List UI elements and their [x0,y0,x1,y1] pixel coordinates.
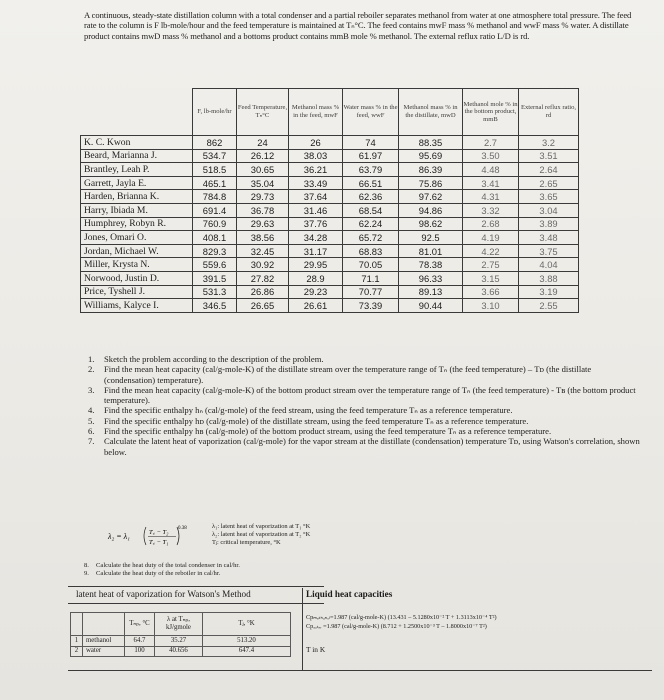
divider-vertical [302,588,303,670]
question-text: Calculate the heat duty of the reboiler in cal/hr. [96,569,221,577]
table-row [81,299,579,313]
question-text: Find the mean heat capacity (cal/g-mole-K) of the bottom product stream over the temperature range of Tₙ (the feed temperature) - Tʙ (the bottom product temperature). [104,384,636,406]
value-cell-mwf: 31.46 [289,203,343,217]
value-cell-rd: 2.64 [519,163,579,177]
table-row [81,285,579,299]
value-cell-f: 531.3 [193,285,237,299]
question-item [88,385,644,406]
watson-cell-idx: 2 [71,646,83,657]
value-cell-mwd: 96.33 [399,271,463,285]
value-cell-rd: 3.75 [519,244,579,258]
column-header: External reflux ratio, rd [519,89,579,136]
value-cell-mmb: 4.48 [463,163,519,177]
column-header: Methanol mole % in the bottom product, mmB [463,89,519,136]
question-number: 3. [88,384,95,395]
value-cell-t: 24 [237,136,289,150]
watson-cell-lam: 40.656 [155,646,203,657]
value-cell-rd: 3.19 [519,285,579,299]
table-row [81,176,579,190]
student-name-cell: Miller, Krysta N. [81,258,193,272]
value-cell-mwf: 34.28 [289,231,343,245]
student-name-cell: Beard, Marianna J. [81,149,193,163]
value-cell-mwf: 37.76 [289,217,343,231]
value-cell-mwf: 38.03 [289,149,343,163]
student-data-table [80,88,579,313]
question-list [88,354,644,457]
question-text: Sketch the problem according to the description of the problem. [104,354,324,364]
watson-formula [106,523,226,549]
table-header-row [81,89,579,136]
value-cell-mwf: 28.9 [289,271,343,285]
value-cell-mwd: 90.44 [399,299,463,313]
value-cell-wwf: 62.24 [343,217,399,231]
table-row [81,258,579,272]
question-item [88,416,644,426]
value-cell-mwd: 92.5 [399,231,463,245]
watson-cell-tc: 513.20 [203,636,291,647]
value-cell-rd: 3.89 [519,217,579,231]
svg-text:T꜀ − T₁: T꜀ − T₁ [149,539,169,546]
value-cell-mwd: 97.62 [399,190,463,204]
value-cell-f: 862 [193,136,237,150]
value-cell-t: 26.12 [237,149,289,163]
question-text: Find the specific enthalpy hʙ (cal/g-mole) of the bottom product stream, using the feed temperature Tₙ as a reference temperature. [104,426,552,437]
column-header: Feed Temperature, Tₙ°C [237,89,289,136]
column-header: F, lb-mole/hr [193,89,237,136]
watson-table-header [71,613,291,636]
value-cell-rd: 3.51 [519,149,579,163]
question-text: Find the specific enthalpy hₙ (cal/g-mole) of the feed stream, using the feed temperature Tₙ as a reference temperature. [104,405,513,416]
question-text: Calculate the latent heat of vaporization (cal/g-mole) for the vapor stream at the distillate (condensation) temperature Tᴅ, using Watson's correlation, shown below. [104,436,640,457]
value-cell-mwd: 86.39 [399,163,463,177]
value-cell-mwd: 88.35 [399,136,463,150]
table-row [81,149,579,163]
watson-reference-title: latent heat of vaporization for Watson's Method [76,589,251,599]
value-cell-mwd: 94.86 [399,203,463,217]
value-cell-wwf: 66.51 [343,176,399,190]
value-cell-mmb: 4.22 [463,244,519,258]
watson-column-header [83,613,125,636]
student-name-cell: K. C. Kwon [81,136,193,150]
value-cell-wwf: 68.83 [343,244,399,258]
value-cell-mwd: 75.86 [399,176,463,190]
watson-column-header: Tⱼ, °K [203,613,291,636]
student-name-cell: Price, Tyshell J. [81,285,193,299]
watson-cell-lam: 35.27 [155,636,203,647]
value-cell-wwf: 71.1 [343,271,399,285]
value-cell-rd: 3.2 [519,136,579,150]
value-cell-f: 408.1 [193,231,237,245]
value-cell-f: 518.5 [193,163,237,177]
value-cell-wwf: 73.39 [343,299,399,313]
value-cell-mmb: 2.75 [463,258,519,272]
column-header: Water mass % in the feed, wwF [343,89,399,136]
student-name-cell: Harry, Ibiada M. [81,203,193,217]
value-cell-rd: 3.88 [519,271,579,285]
value-cell-rd: 2.65 [519,176,579,190]
value-cell-t: 32.45 [237,244,289,258]
value-cell-wwf: 63.79 [343,163,399,177]
value-cell-t: 38.56 [237,231,289,245]
value-cell-mwf: 33.49 [289,176,343,190]
question-item [88,354,644,364]
cp-methanol-equation: Cpₘₑₜₕₐₙₒₗ=1.987 (cal/g-mole-K) (13.431 – 5.1280x10⁻² T + 1.3113x10⁻⁴ T²) [306,614,497,621]
table-row [81,244,579,258]
question-number: 8. [84,562,89,569]
value-cell-mwd: 89.13 [399,285,463,299]
student-name-cell: Williams, Kalyce I. [81,299,193,313]
value-cell-rd: 3.48 [519,231,579,245]
watson-cell-name: methanol [83,636,125,647]
value-cell-wwf: 74 [343,136,399,150]
value-cell-mwd: 81.01 [399,244,463,258]
value-cell-mmb: 3.32 [463,203,519,217]
watson-table-row [71,636,291,647]
value-cell-t: 26.86 [237,285,289,299]
value-cell-mwf: 31.17 [289,244,343,258]
watson-def-tc: Tⱼ: critical temperature, °K [212,538,281,546]
value-cell-f: 534.7 [193,149,237,163]
question-number: 5. [88,415,95,426]
value-cell-wwf: 70.77 [343,285,399,299]
value-cell-t: 29.63 [237,217,289,231]
value-cell-t: 35.04 [237,176,289,190]
value-cell-rd: 3.04 [519,203,579,217]
temperature-unit-note: T in K [306,645,326,654]
table-row [81,190,579,204]
value-cell-wwf: 62.36 [343,190,399,204]
value-cell-mmb: 3.10 [463,299,519,313]
value-cell-f: 465.1 [193,176,237,190]
value-cell-mmb: 4.31 [463,190,519,204]
value-cell-t: 30.65 [237,163,289,177]
question-item [88,436,644,457]
value-cell-wwf: 70.05 [343,258,399,272]
value-cell-f: 559.6 [193,258,237,272]
value-cell-wwf: 68.54 [343,203,399,217]
value-cell-t: 26.65 [237,299,289,313]
question-number: 1. [88,354,95,364]
value-cell-mmb: 2.7 [463,136,519,150]
heat-capacity-title: Liquid heat capacities [306,589,393,599]
watson-cell-idx: 1 [71,636,83,647]
question-list-continued [84,562,384,578]
value-cell-mmb: 3.15 [463,271,519,285]
student-name-cell: Harden, Brianna K. [81,190,193,204]
watson-cell-tbp: 64.7 [125,636,155,647]
value-cell-mmb: 3.66 [463,285,519,299]
value-cell-mwd: 95.69 [399,149,463,163]
value-cell-wwf: 65.72 [343,231,399,245]
watson-column-header: λ at Tₙₚ, kJ/gmole [155,613,203,636]
value-cell-mwf: 26 [289,136,343,150]
value-cell-mwf: 26.61 [289,299,343,313]
student-name-cell: Jones, Omari O. [81,231,193,245]
value-cell-mmb: 4.19 [463,231,519,245]
watson-cell-name: water [83,646,125,657]
table-row [81,136,579,150]
value-cell-f: 691.4 [193,203,237,217]
divider-bottom [68,670,652,671]
question-item [88,405,644,415]
student-name-cell: Humphrey, Robyn R. [81,217,193,231]
value-cell-wwf: 61.97 [343,149,399,163]
value-cell-mmb: 3.50 [463,149,519,163]
watson-cell-tc: 647.4 [203,646,291,657]
watson-table-body [71,636,291,657]
question-item [88,426,644,436]
question-number: 4. [88,405,95,416]
value-cell-mwd: 78.38 [399,258,463,272]
student-name-cell: Jordan, Michael W. [81,244,193,258]
watson-constants-table [70,612,291,657]
question-number: 2. [88,364,95,375]
heat-capacity-equations [306,614,652,632]
table-row [81,217,579,231]
value-cell-mwf: 37.64 [289,190,343,204]
watson-column-header: Tₙₚ, °C [125,613,155,636]
student-name-cell: Garrett, Jayla E. [81,176,193,190]
value-cell-f: 346.5 [193,299,237,313]
question-item [88,364,644,385]
column-header: Methanol mass % in the distillate, mwD [399,89,463,136]
value-cell-f: 391.5 [193,271,237,285]
table-body [81,136,579,313]
svg-text:0.38: 0.38 [178,526,187,531]
question-text: Find the specific enthalpy hᴅ (cal/g-mole) of the distillate stream, using the feed temperature Tₙ as a reference temperature. [104,415,529,426]
value-cell-t: 27.82 [237,271,289,285]
value-cell-mwf: 36.21 [289,163,343,177]
value-cell-rd: 2.55 [519,299,579,313]
value-cell-t: 36.78 [237,203,289,217]
watson-def-lambda2: λ₂: latent heat of vaporization at T₂ °K [212,530,311,538]
cp-water-equation: Cpₓₐₜₑᵣ =1.987 (cal/g-mole-K) (8.712 + 1.2500x10⁻³ T – 1.8000x10⁻⁷ T²) [306,622,487,630]
watson-def-lambda1: λ₁: latent heat of vaporization at T₁ °K [212,523,311,530]
table-row [81,271,579,285]
watson-column-header [71,613,83,636]
question-item [84,562,384,570]
value-cell-mwf: 29.23 [289,285,343,299]
watson-cell-tbp: 100 [125,646,155,657]
value-cell-t: 29.73 [237,190,289,204]
value-cell-f: 760.9 [193,217,237,231]
table-row [81,231,579,245]
question-text: Find the mean heat capacity (cal/g-mole-K) of the distillate stream over the temperature range of Tₙ (the feed temperature) – Tᴅ (the distillate (condensation) temperature). [104,364,592,385]
student-name-cell: Norwood, Justin D. [81,271,193,285]
question-item [84,570,384,578]
value-cell-mmb: 2.68 [463,217,519,231]
value-cell-f: 784.8 [193,190,237,204]
header-blank-cell [81,89,193,136]
divider-mid [68,603,324,604]
student-name-cell: Brantley, Leah P. [81,163,193,177]
question-text: Calculate the heat duty of the total condenser in cal/hr. [96,562,240,569]
column-header: Methanol mass % in the feed, mwF [289,89,343,136]
table-row [81,203,579,217]
problem-statement: A continuous, steady-state distillation column with a total condenser and a partial reboiler separates methanol from water at one atmosphere total pressure. The feed rate to the column is F lb-mole/hour and the feed temperature is maintained at Tₙ°C. The feed contains mwF mass % methanol and wwF mass % water. A distillate product contains mwD mass % methanol and a bottoms product contains mmB mole % methanol. The external reflux ratio L/D is rd. [84,10,632,41]
value-cell-mwd: 98.62 [399,217,463,231]
value-cell-t: 30.92 [237,258,289,272]
table-row [81,163,579,177]
question-number: 6. [88,426,95,437]
value-cell-f: 829.3 [193,244,237,258]
question-number: 9. [84,569,89,577]
divider-top [68,586,324,587]
watson-definitions [212,523,432,546]
value-cell-rd: 3.65 [519,190,579,204]
value-cell-mwf: 29.95 [289,258,343,272]
svg-text:T꜀ − T₂: T꜀ − T₂ [149,529,169,536]
svg-text:λ₂ = λ₁: λ₂ = λ₁ [108,532,130,541]
watson-table-row [71,646,291,657]
value-cell-mmb: 3.41 [463,176,519,190]
question-number: 7. [88,436,95,447]
value-cell-rd: 4.04 [519,258,579,272]
